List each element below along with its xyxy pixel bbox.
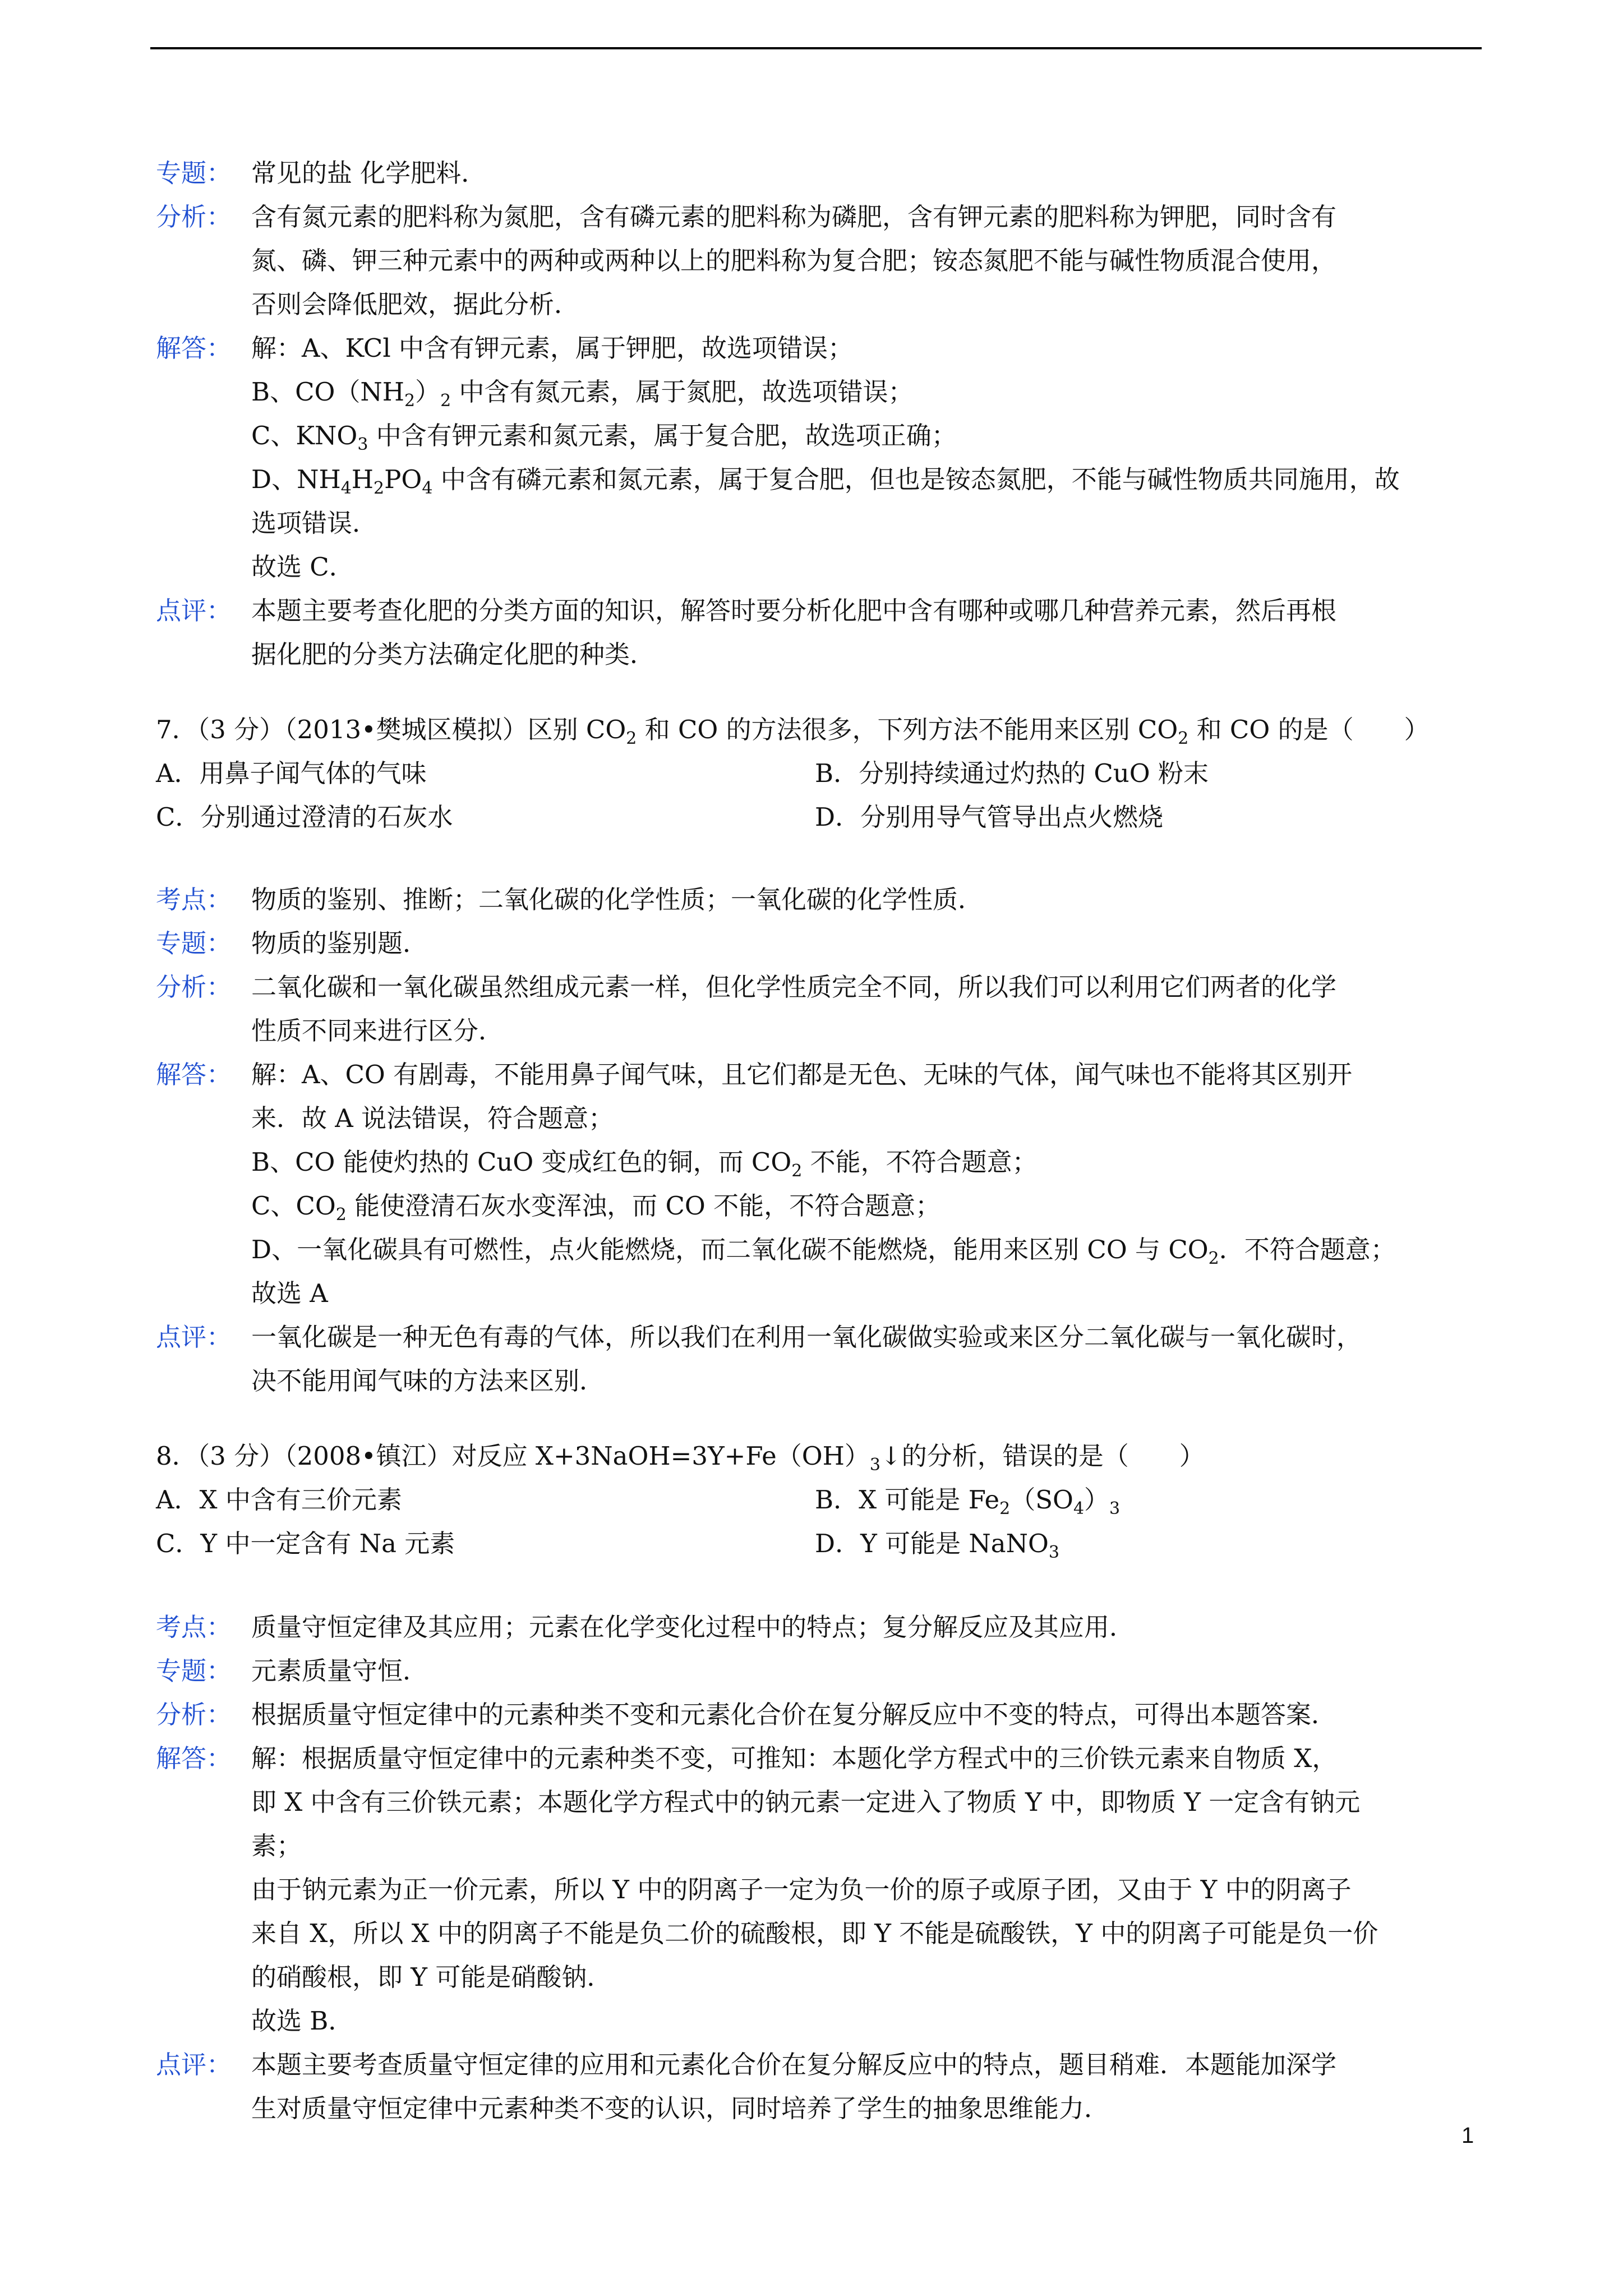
fenxi-line: 否则会降低肥效，据此分析．: [251, 289, 580, 319]
jieda-line: D、一氧化碳具有可燃性，点火能燃烧，而二氧化碳不能燃烧，能用来区别 CO 与 $CO_2$．不符合题意；: [251, 1235, 1396, 1268]
q8-stem: [156, 1434, 1479, 1478]
q7-jieda-row: [156, 1272, 1479, 1315]
jieda-label: 解答：: [156, 1060, 232, 1089]
q8-jieda-row: [156, 1737, 1479, 1780]
q6-jieda-row: [156, 545, 1479, 589]
question-stem: 7．（3 分）（2013•樊城区模拟）区别 $CO_2$ 和 CO 的方法很多，下列方法不能用来区别 $CO_2$ 和 CO 的是（ ）: [156, 715, 1430, 748]
q6-jieda-row: [156, 370, 1479, 414]
jieda-line: 选项错误．: [251, 508, 378, 538]
q7-jieda-row: [156, 1228, 1479, 1272]
q6-fenxi-row: [156, 283, 1479, 326]
dianping-label: 点评：: [156, 1322, 232, 1352]
zhuanti-label: 专题：: [156, 928, 232, 958]
q6-dianping-row: [156, 589, 1479, 633]
zhuanti-text: 物质的鉴别题．: [251, 928, 428, 958]
jieda-line: 解：A、KCl 中含有钾元素，属于钾肥，故选项错误；: [251, 333, 854, 363]
dianping-line: 据化肥的分类方法确定化肥的种类．: [251, 639, 656, 669]
jieda-line: 故选 C．: [251, 552, 354, 582]
zhuanti-text: 常见的盐 化学肥料．: [251, 158, 487, 188]
zhuanti-label: 专题：: [156, 158, 232, 188]
q7-stem: [156, 708, 1479, 752]
fenxi-line: 性质不同来进行区分．: [251, 1016, 504, 1046]
q8-jieda-row: [156, 1912, 1479, 1955]
option-b: B．分别持续通过灼热的 CuO 粉末: [815, 758, 1209, 788]
kaodian-text: 质量守恒定律及其应用；元素在化学变化过程中的特点；复分解反应及其应用．: [251, 1612, 1135, 1642]
question-stem: 8．（3 分）（2008•镇江）对反应 $X+3NaOH=3Y+Fe(OH)_3↓$的分析，错误的是（ ）: [156, 1441, 1205, 1475]
jieda-line: 来．故 A 说法错误，符合题意；: [251, 1103, 614, 1133]
jieda-line: 由于钠元素为正一价元素，所以 Y 中的阴离子一定为负一价的原子或原子团，又由于 Y 中的阴离子: [251, 1875, 1352, 1904]
q6-jieda-row: [156, 458, 1479, 501]
q6-fenxi-row: [156, 239, 1479, 283]
jieda-line: 解：根据质量守恒定律中的元素种类不变，可推知：本题化学方程式中的三价铁元素来自物质 X，: [251, 1743, 1338, 1773]
fenxi-line: 含有氮元素的肥料称为氮肥，含有磷元素的肥料称为磷肥，含有钾元素的肥料称为钾肥，同时含有: [251, 202, 1337, 232]
jieda-line: 故选 B．: [251, 2006, 354, 2036]
q7-fenxi-row: [156, 1009, 1479, 1053]
dianping-line: 本题主要考查化肥的分类方面的知识，解答时要分析化肥中含有哪种或哪几种营养元素，然后再根: [251, 596, 1337, 625]
kaodian-text: 物质的鉴别、推断；二氧化碳的化学性质；一氧化碳的化学性质．: [251, 885, 984, 914]
option-a: A．X 中含有三价元素: [156, 1485, 402, 1515]
q6-fenxi-row: [156, 195, 1479, 239]
fenxi-line: 根据质量守恒定律中的元素种类不变和元素化合价在复分解反应中不变的特点，可得出本题答案．: [251, 1700, 1337, 1729]
jieda-line: 素；: [251, 1831, 302, 1861]
q7-options-row: [156, 752, 1479, 795]
dianping-label: 点评：: [156, 596, 232, 625]
q7-options-row: [156, 795, 1479, 839]
dianping-line: 决不能用闻气味的方法来区别．: [251, 1366, 605, 1396]
jieda-line: 即 X 中含有三价铁元素；本题化学方程式中的钠元素一定进入了物质 Y 中，即物质 Y 一定含有钠元: [251, 1787, 1361, 1817]
kaodian-label: 考点：: [156, 885, 232, 914]
jieda-line: 解：A、CO 有剧毒，不能用鼻子闻气味，且它们都是无色、无味的气体，闻气味也不能将其区别开: [251, 1060, 1353, 1089]
jieda-line: C、$CO_2$ 能使澄清石灰水变浑浊，而 CO 不能，不符合题意；: [251, 1191, 941, 1225]
jieda-line: B、CO 能使灼热的 CuO 变成红色的铜，而 $CO_2$ 不能，不符合题意；: [251, 1147, 1038, 1181]
q7-jieda-row: [156, 1097, 1479, 1140]
q8-zhuanti-row: [156, 1649, 1479, 1693]
option-c: C．Y 中一定含有 Na 元素: [156, 1529, 455, 1558]
q7-kaodian-row: [156, 878, 1479, 922]
q8-options-row: [156, 1478, 1479, 1522]
page-number: 1: [1461, 2123, 1474, 2148]
jieda-line: B、$CO(NH_2)_2$ 中含有氮元素，属于氮肥，故选项错误；: [251, 377, 914, 411]
jieda-label: 解答：: [156, 333, 232, 363]
zhuanti-text: 元素质量守恒．: [251, 1656, 428, 1686]
option-d: D．Y 可能是 NaNO$_3$: [815, 1529, 1059, 1562]
q7-dianping-row: [156, 1359, 1479, 1403]
q8-jieda-row: [156, 1824, 1479, 1868]
q7-fenxi-row: [156, 965, 1479, 1009]
q8-dianping-row: [156, 2087, 1479, 2131]
q8-jieda-row: [156, 1780, 1479, 1824]
q6-jieda-row: [156, 501, 1479, 545]
q6-jieda-row: [156, 414, 1479, 458]
q7-jieda-row: [156, 1184, 1479, 1228]
option-d: D．分别用导气管导出点火燃烧: [815, 802, 1164, 832]
dianping-line: 生对质量守恒定律中元素种类不变的认识，同时培养了学生的抽象思维能力．: [251, 2093, 1110, 2123]
jieda-line: 故选 A: [251, 1278, 328, 1308]
q6-zhuanti-row: [156, 151, 1479, 195]
q6-jieda-row: [156, 326, 1479, 370]
zhuanti-label: 专题：: [156, 1656, 232, 1686]
dianping-line: 一氧化碳是一种无色有毒的气体，所以我们在利用一氧化碳做实验或来区分二氧化碳与一氧化碳时，: [251, 1322, 1362, 1352]
fenxi-label: 分析：: [156, 972, 232, 1002]
fenxi-line: 二氧化碳和一氧化碳虽然组成元素一样，但化学性质完全不同，所以我们可以利用它们两者的化学: [251, 972, 1337, 1002]
jieda-line: 的硝酸根，即 Y 可能是硝酸钠．: [251, 1962, 612, 1992]
q7-zhuanti-row: [156, 922, 1479, 965]
fenxi-label: 分析：: [156, 1700, 232, 1729]
q8-jieda-row: [156, 1868, 1479, 1912]
fenxi-label: 分析：: [156, 202, 232, 232]
option-c: C．分别通过澄清的石灰水: [156, 802, 453, 832]
q8-jieda-row: [156, 1955, 1479, 1999]
q8-kaodian-row: [156, 1605, 1479, 1649]
q6-dianping-row: [156, 633, 1479, 677]
fenxi-line: 氮、磷、钾三种元素中的两种或两种以上的肥料称为复合肥；铵态氮肥不能与碱性物质混合使用，: [251, 246, 1337, 275]
q7-jieda-row: [156, 1053, 1479, 1097]
dianping-line: 本题主要考查质量守恒定律的应用和元素化合价在复分解反应中的特点，题目稍难．本题能加深学: [251, 2050, 1337, 2079]
q8-options-row: [156, 1522, 1479, 1566]
jieda-line: D、$NH_4H_2PO_4$ 中含有磷元素和氮元素，属于复合肥，但也是铵态氮肥，不能与碱性物质共同施用，故: [251, 464, 1400, 498]
option-a: A．用鼻子闻气体的气味: [156, 758, 427, 788]
jieda-label: 解答：: [156, 1743, 232, 1773]
q7-dianping-row: [156, 1315, 1479, 1359]
kaodian-label: 考点：: [156, 1612, 232, 1642]
header-rule: [150, 47, 1482, 49]
option-b: B．X 可能是 $Fe_2(SO_4)_3$: [815, 1485, 1121, 1519]
q7-jieda-row: [156, 1140, 1479, 1184]
q8-dianping-row: [156, 2043, 1479, 2087]
jieda-line: 来自 X，所以 X 中的阴离子不能是负二价的硫酸根，即 Y 不能是硫酸铁，Y 中的阴离子可能是负一价: [251, 1918, 1378, 1948]
jieda-line: C、$KNO_3$ 中含有钾元素和氮元素，属于复合肥，故选项正确；: [251, 421, 957, 454]
q8-jieda-row: [156, 1999, 1479, 2043]
dianping-label: 点评：: [156, 2050, 232, 2079]
q8-fenxi-row: [156, 1693, 1479, 1737]
